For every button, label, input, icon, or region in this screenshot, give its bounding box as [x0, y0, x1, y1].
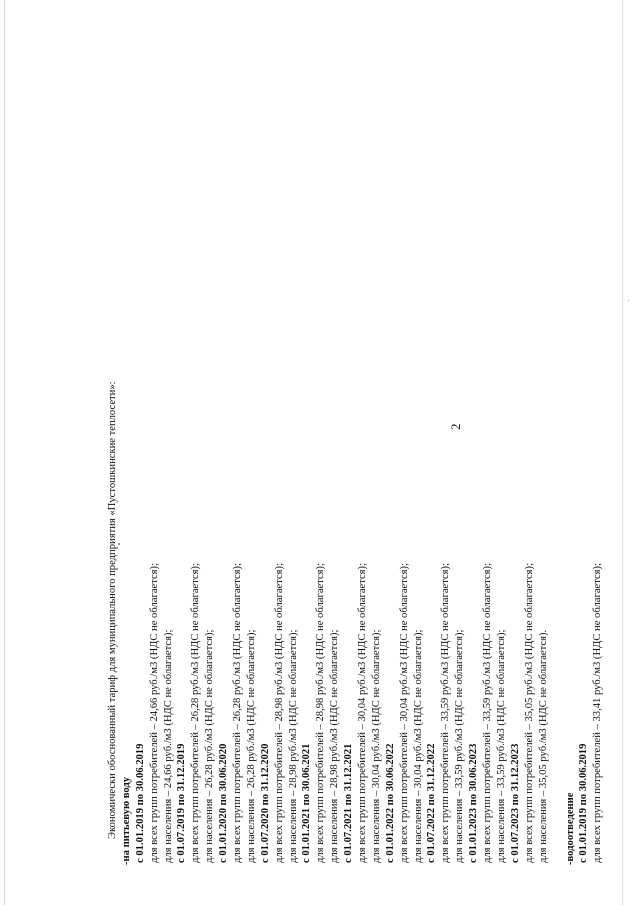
- scan-edge-left: [4, 0, 5, 905]
- rate-all-consumers: для всех групп потребителей – 35,05 руб./м3 (НДС не облагается);: [523, 562, 535, 863]
- rate-population: для населения – 28,98 руб./м3 (НДС не облагается);: [329, 629, 341, 863]
- scan-edge-right: [622, 0, 623, 905]
- period-heading: с 01.01.2020 по 30.06.2020: [218, 743, 230, 863]
- rate-all-consumers: для всех групп потребителей – 26,28 руб./м3 (НДС не облагается);: [232, 562, 244, 863]
- rate-all-consumers: для всех групп потребителей – 30,04 руб./м3 (НДС не облагается);: [398, 562, 410, 863]
- rate-population: для населения – 26,28 руб./м3 (НДС не облагается);: [204, 629, 216, 863]
- rate-population: для населения – 35,05 руб./м3 (НДС не облагается).: [537, 629, 549, 863]
- rate-population: для населения – 26,28 руб./м3 (НДС не облагается);: [245, 629, 257, 863]
- rate-population: для населения – 24,66 руб./м3 (НДС не облагается);: [162, 629, 174, 863]
- rate-population: для населения – 28,98 руб./м3 (НДС не облагается);: [287, 629, 299, 863]
- rate-all-consumers: для всех групп потребителей – 28,98 руб./м3 (НДС не облагается);: [315, 562, 327, 863]
- section-gap: [551, 25, 564, 865]
- period-heading: с 01.07.2020 по 31.12.2020: [259, 743, 271, 863]
- period-heading: с 01.07.2022 по 31.12.2022: [426, 743, 438, 863]
- page-number: 2: [448, 423, 463, 430]
- section-title-water: -на питьевую воду: [120, 777, 132, 865]
- period-heading: с 01.01.2019 по 30.06.2019: [134, 743, 146, 863]
- rate-population: для населения – 33,59 руб./м3 (НДС не облагается);: [495, 629, 507, 863]
- rate-population: для населения – 33,59 руб./м3 (НДС не облагается);: [454, 629, 466, 863]
- rate-population: для населения – 30,04 руб./м3 (НДС не облагается);: [370, 629, 382, 863]
- rate-population: для населения – 30,04 руб./м3 (НДС не облагается);: [412, 629, 424, 863]
- period-heading: с 01.01.2022 по 30.06.2022: [384, 743, 396, 863]
- section-title-wastewater: -водоотведение: [564, 792, 576, 865]
- period-heading: с 01.07.2023 по 31.12.2023: [509, 743, 521, 863]
- rate-all-consumers: для всех групп потребителей – 24,66 руб./м3 (НДС не облагается);: [148, 562, 160, 863]
- document-body: [106, 25, 605, 865]
- period-heading: с 01.07.2021 по 31.12.2021: [343, 743, 355, 863]
- rate-all-consumers: для всех групп потребителей – 33,59 руб./м3 (НДС не облагается);: [440, 562, 452, 863]
- period-heading: с 01.01.2019 по 30.06.2019: [578, 743, 590, 863]
- intro-line: Экономически обоснованный тариф для муниципального предприятия «Пустошкинские теплосети»:: [107, 381, 118, 839]
- rate-all-consumers: для всех групп потребителей – 33,41 руб./м3 (НДС не облагается);: [592, 562, 604, 863]
- rate-all-consumers: для всех групп потребителей – 33,59 руб./м3 (НДС не облагается);: [482, 562, 494, 863]
- rate-all-consumers: для всех групп потребителей – 30,04 руб./м3 (НДС не облагается);: [357, 562, 369, 863]
- period-heading: с 01.01.2023 по 30.06.2023: [468, 743, 480, 863]
- period-heading: с 01.01.2021 по 30.06.2021: [301, 743, 313, 863]
- scan-speck: [628, 300, 629, 301]
- rate-all-consumers: для всех групп потребителей – 26,28 руб./м3 (НДС не облагается);: [190, 562, 202, 863]
- rate-all-consumers: для всех групп потребителей – 28,98 руб./м3 (НДС не облагается);: [273, 562, 285, 863]
- period-heading: с 01.07.2019 по 31.12.2019: [176, 743, 188, 863]
